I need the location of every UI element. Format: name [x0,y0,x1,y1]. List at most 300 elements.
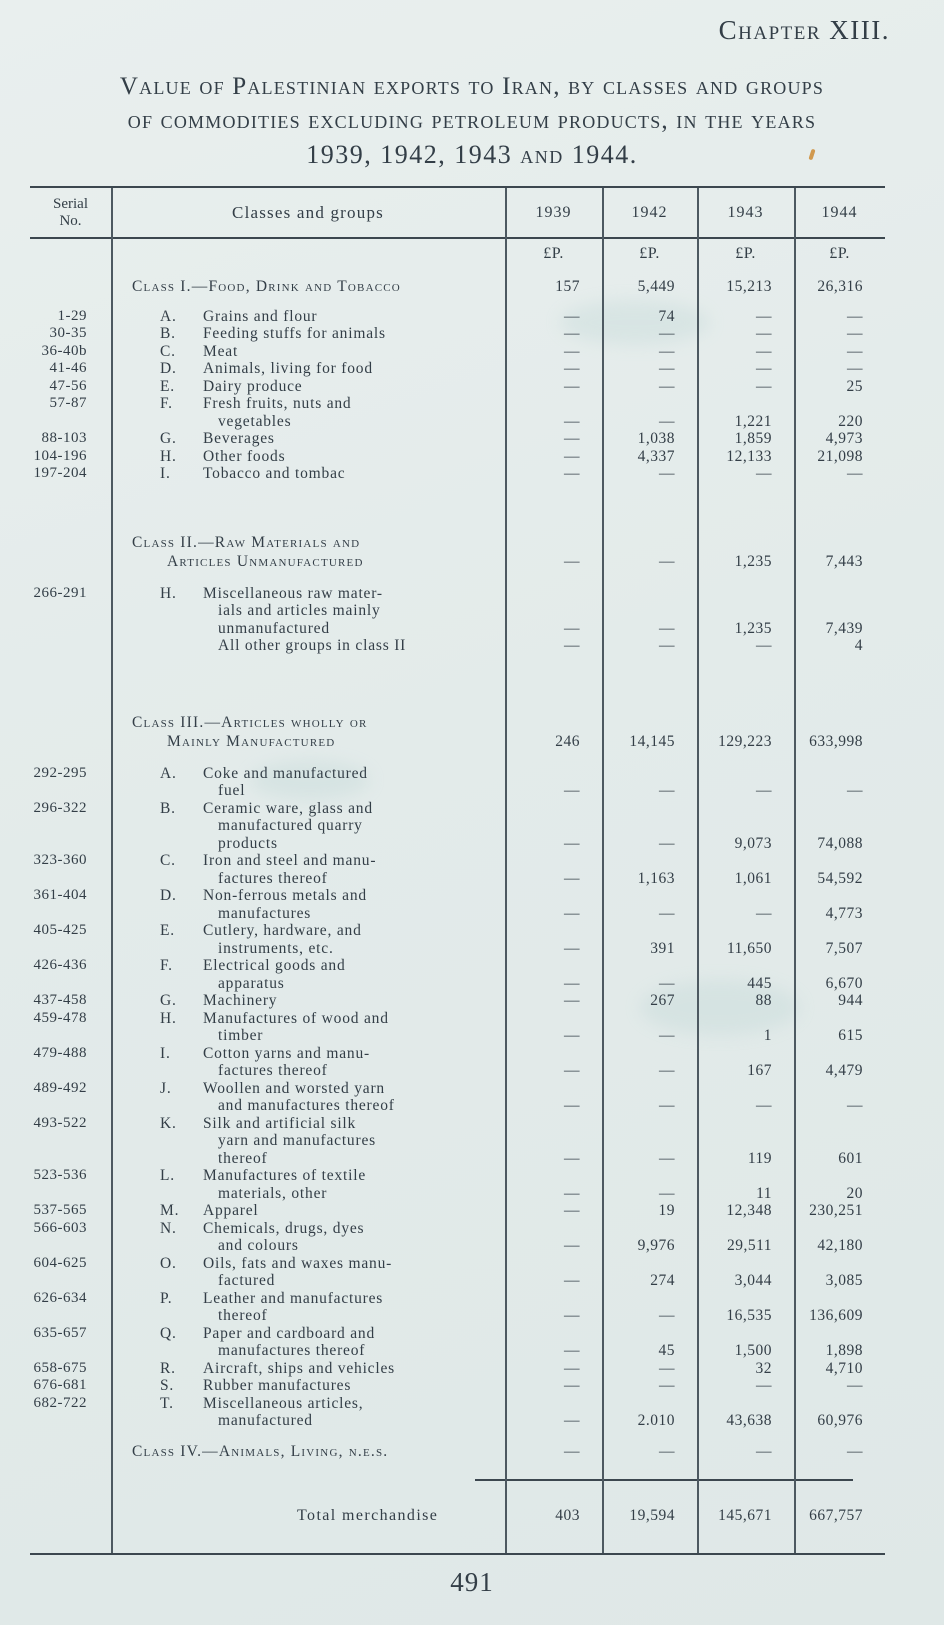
serial-cell: 266-291 [33,584,87,601]
value-cell: — [756,377,772,395]
group-name: Beverages [203,430,275,447]
value-cell: — [756,637,772,654]
class-header-row [30,277,885,296]
table-row [30,765,885,800]
value-cell: — [564,1412,580,1429]
value-cell: — [564,974,580,992]
value-cell: 1,163 [637,869,675,887]
value-cell: 220 [838,412,863,430]
group-letter: Q. [160,1324,177,1342]
label-cell [111,1290,505,1325]
value-cell: 1,898 [825,1342,863,1359]
label-line: materials, other [218,1184,328,1202]
label-cell [111,325,505,343]
label-line [111,1325,505,1343]
value-cell: — [659,974,675,992]
serial-cell: 676-681 [33,1377,87,1393]
column-divider [602,188,604,1553]
value-cell: 43,638 [726,1412,772,1429]
label-line [111,1115,505,1133]
table-row [30,1045,885,1080]
value-cell: 20 [846,1184,863,1202]
serial-cell: 493-522 [33,1114,87,1131]
value-cell: — [564,342,580,360]
label-line: Class IV.—Animals, Living, n.e.s. [132,1442,389,1460]
value-cell: — [564,377,580,395]
label-line: instruments, etc. [218,939,334,957]
value-cell: 9,976 [637,1237,675,1254]
group-letter: N. [160,1219,177,1237]
label-line [111,765,505,783]
group-letter: C. [160,852,176,869]
group-name: Paper and cardboard and [203,1324,376,1342]
label-cell [111,992,505,1010]
serial-cell: 88-103 [41,430,87,446]
label-cell [111,465,505,483]
value-cell: — [847,1097,863,1114]
label-line [111,1167,505,1185]
value-cell: — [659,325,675,342]
value-cell: — [756,1443,772,1460]
value-cell: 157 [555,278,580,295]
group-name: Ceramic ware, glass and [203,799,373,817]
currency-unit: £P. [829,245,850,262]
table-row [30,465,885,483]
value-cell: 16,535 [726,1307,772,1324]
label-line [111,395,505,413]
value-cell: — [847,1377,863,1394]
value-cell: — [756,342,772,360]
page-number: 491 [450,1566,494,1597]
label-line: Mainly Manufactured [167,732,336,750]
label-cell [111,1010,505,1045]
label-cell [111,1255,505,1290]
value-cell: — [756,325,772,342]
group-name: Manufactures of wood and [203,1009,389,1027]
value-cell: — [564,869,580,887]
currency-unit: £P. [735,245,756,262]
table-row [30,1255,885,1290]
group-name: Leather and manufactures [203,1289,384,1307]
group-name: Grains and flour [203,307,318,325]
value-cell: 74,088 [817,834,863,852]
value-cell: 391 [650,939,675,957]
group-letter: F. [160,957,173,974]
label-cell [111,922,505,957]
label-cell [111,1377,505,1395]
value-cell: 6,670 [825,974,863,992]
value-cell: 32 [755,1359,772,1377]
table-row [30,992,885,1010]
column-divider [697,188,699,1553]
group-name: Manufactures of textile [203,1167,367,1184]
title-line-3: 1939, 1942, 1943 and 1944. [306,140,638,169]
label-cell [111,1507,505,1525]
title-line-2: of commodities excluding petroleum products, in the years [127,107,817,134]
group-name: Iron and steel and manu- [203,852,377,869]
label-cell [111,395,505,430]
label-cell [111,1167,505,1202]
serial-cell: 604-625 [33,1254,87,1271]
label-cell [111,585,505,638]
value-cell: 4,710 [825,1359,863,1377]
group-name: Apparel [203,1202,259,1219]
label-line [111,1080,505,1098]
group-name: Animals, living for food [203,360,373,377]
group-name: Non-ferrous metals and [203,887,367,904]
value-cell: 7,507 [825,939,863,957]
value-cell: — [756,1377,772,1394]
group-name: Other foods [203,447,286,465]
year-column-header: 1939 [535,203,572,221]
value-cell: — [756,360,772,377]
table-row [30,1080,885,1115]
label-line [111,1360,505,1378]
value-cell: — [659,377,675,395]
group-letter: P. [160,1289,173,1307]
serial-cell: 523-536 [33,1167,87,1183]
value-cell: — [659,782,675,799]
value-cell: — [564,412,580,430]
value-cell: — [659,904,675,922]
value-cell: — [847,1443,863,1460]
group-letter: A. [160,307,177,325]
label-line: and colours [218,1237,299,1254]
label-line [111,360,505,378]
value-cell: — [564,904,580,922]
table-row [30,1202,885,1220]
value-cell: — [564,553,580,570]
value-cell: — [659,1184,675,1202]
label-cell [111,378,505,396]
value-cell: — [659,1062,675,1079]
value-cell: 4,479 [825,1062,863,1079]
value-cell: 615 [838,1027,863,1044]
value-cell: — [756,465,772,482]
label-line [111,800,505,818]
value-cell: — [659,1097,675,1114]
value-cell: 3,044 [734,1272,772,1289]
serial-column-header: Serial No. [53,195,88,229]
label-cell [111,343,505,361]
label-line: and manufactures thereof [218,1097,395,1114]
label-line [111,1395,505,1413]
value-cell: — [756,307,772,325]
label-line [111,430,505,448]
value-cell: — [564,430,580,447]
value-cell: — [659,412,675,430]
serial-cell: 405-425 [33,922,87,938]
table-row [30,637,885,655]
label-line: Class III.—Articles wholly or [132,713,368,731]
value-cell: 19 [658,1202,675,1219]
value-cell: 4,337 [637,447,675,465]
label-cell [111,1360,505,1378]
table-row [30,585,885,638]
value-cell: 7,443 [825,553,863,570]
value-cell: 633,998 [809,733,863,750]
label-line [111,585,505,603]
value-cell: — [564,992,580,1009]
class-header-row [30,533,885,571]
label-line [111,308,505,326]
group-name: Electrical goods and [203,957,346,974]
serial-cell: 489-492 [33,1079,87,1096]
group-name: Tobacco and tombac [203,465,346,482]
serial-cell: 57-87 [49,395,87,411]
group-name: Miscellaneous raw mater- [203,584,383,602]
group-letter: H. [160,1009,177,1027]
total-label: Total merchandise [297,1506,439,1524]
value-cell: — [659,342,675,360]
title-line-1: Value of Palestinian exports to Iran, by classes and groups [119,73,825,100]
value-cell: — [756,782,772,799]
table-row [30,1395,885,1430]
currency-unit: £P. [543,245,564,262]
value-cell: — [847,342,863,360]
group-letter: L. [160,1167,175,1184]
value-cell: 1,859 [734,430,772,447]
label-line: All other groups in class II [218,637,407,654]
exports-table [30,186,885,1555]
value-cell: 54,592 [817,869,863,887]
group-letter: E. [160,377,175,395]
value-cell: — [564,1062,580,1079]
label-cell [111,887,505,922]
group-letter: R. [160,1359,176,1377]
label-cell [111,1202,505,1220]
value-cell: 26,316 [817,278,863,295]
label-cell [111,637,505,655]
currency-unit-row [30,245,885,263]
label-cell [111,448,505,466]
table-row [30,395,885,430]
group-name: Machinery [203,992,278,1009]
value-cell: 944 [838,992,863,1009]
value-cell: — [564,1342,580,1359]
currency-unit: £P. [639,245,660,262]
value-cell: — [659,1307,675,1324]
value-cell: 42,180 [817,1237,863,1254]
group-name: Miscellaneous articles, [203,1394,364,1412]
serial-cell: 361-404 [33,887,87,903]
label-line: manufactures [218,904,312,922]
group-letter: B. [160,325,176,342]
value-cell: 136,609 [809,1307,863,1324]
label-cell [111,533,505,571]
group-letter: H. [160,584,177,602]
value-cell: 7,439 [825,619,863,637]
classes-column-header: Classes and groups [232,202,384,222]
label-cell [111,430,505,448]
label-line: products [218,834,278,852]
value-cell: 230,251 [809,1202,863,1219]
table-row [30,430,885,448]
value-cell: 15,213 [726,278,772,295]
value-cell: — [659,1149,675,1167]
value-cell: 5,449 [637,278,675,295]
label-line [111,1045,505,1063]
value-cell: — [564,1443,580,1460]
value-cell: — [564,939,580,957]
value-cell: — [847,782,863,799]
value-cell: 45 [658,1342,675,1359]
label-line [111,448,505,466]
serial-cell: 479-488 [33,1044,87,1061]
value-cell: 88 [755,992,772,1009]
label-cell [111,1080,505,1115]
value-cell: — [659,834,675,852]
value-cell: 1,038 [637,430,675,447]
label-line: manufactures thereof [218,1342,366,1359]
serial-cell: 626-634 [33,1289,87,1306]
label-cell [111,1395,505,1430]
value-cell: 29,511 [726,1237,772,1254]
label-line: unmanufactured [218,619,330,637]
group-letter: B. [160,799,176,817]
label-cell [111,360,505,378]
group-letter: O. [160,1254,177,1272]
value-cell: — [756,904,772,922]
value-cell: 267 [650,992,675,1009]
table-row [30,1290,885,1325]
value-cell: — [847,360,863,377]
table-body [30,245,885,1553]
serial-cell: 682-722 [33,1394,87,1411]
value-cell: 667,757 [809,1507,863,1524]
label-cell [111,1115,505,1168]
group-letter: J. [160,1079,172,1097]
group-letter: A. [160,764,177,782]
label-line [111,957,505,975]
value-cell: 11,650 [726,939,772,957]
value-cell: 19,594 [629,1507,675,1524]
label-cell [111,852,505,887]
value-cell: — [847,325,863,342]
label-line [111,1377,505,1395]
label-line [111,1220,505,1238]
serial-cell: 292-295 [33,764,87,781]
value-cell: 145,671 [718,1507,772,1524]
label-line [111,1202,505,1220]
table-row [30,360,885,378]
value-cell: 601 [838,1149,863,1167]
group-letter: G. [160,430,177,447]
table-row [30,1167,885,1202]
value-cell: 25 [846,377,863,395]
table-row [30,1220,885,1255]
label-line: manufactured quarry [218,817,363,834]
label-cell [111,1220,505,1255]
value-cell: — [564,360,580,377]
label-line: factures thereof [218,869,328,887]
label-line: factured [218,1272,276,1289]
group-letter: D. [160,360,177,377]
value-cell: — [659,1443,675,1460]
value-cell: — [564,1202,580,1219]
value-cell: — [659,553,675,570]
label-line: Articles Unmanufactured [167,552,364,570]
value-cell: 4,773 [825,904,863,922]
value-cell: — [847,465,863,482]
label-line [111,325,505,343]
serial-cell: 1-29 [57,307,87,324]
class-header-row [30,713,885,751]
serial-cell: 41-46 [49,360,87,376]
serial-cell: 566-603 [33,1219,87,1236]
value-cell: 21,098 [817,447,863,465]
table-row [30,1325,885,1360]
value-cell: — [564,307,580,325]
group-letter: C. [160,342,176,360]
value-cell: 60,976 [817,1412,863,1429]
value-cell: — [659,1377,675,1394]
serial-cell: 47-56 [49,377,87,394]
table-row [30,800,885,853]
label-line [111,922,505,940]
label-cell [111,1442,505,1461]
value-cell: 1,235 [734,553,772,570]
group-name: Silk and artificial silk [203,1114,357,1132]
label-cell [111,1325,505,1360]
value-cell: 167 [747,1062,772,1079]
value-cell: 3,085 [825,1272,863,1289]
group-name: Feeding stuffs for animals [203,325,386,342]
value-cell: — [564,1272,580,1289]
value-cell: — [564,447,580,465]
serial-cell: 296-322 [33,799,87,816]
year-column-header: 1942 [631,203,668,221]
label-cell [111,277,505,296]
label-line: thereof [218,1149,268,1167]
label-cell [111,713,505,751]
value-cell: 403 [555,1507,580,1524]
value-cell: — [564,1377,580,1394]
label-cell [111,308,505,326]
chapter-heading: Chapter XIII. [718,15,890,45]
column-divider [111,188,113,1553]
value-cell: — [564,619,580,637]
value-cell: 445 [747,974,772,992]
value-cell: — [659,465,675,482]
label-line [111,887,505,905]
value-cell: — [564,1307,580,1324]
label-line [111,1255,505,1273]
table-row [30,1360,885,1378]
label-line [111,343,505,361]
group-name: Dairy produce [203,377,303,395]
value-cell: 119 [747,1149,772,1167]
value-cell: — [564,782,580,799]
year-column-header: 1944 [821,203,858,221]
label-line: timber [218,1027,264,1044]
value-cell: 74 [658,307,675,325]
label-line [111,992,505,1010]
group-name: Oils, fats and waxes manu- [203,1254,393,1272]
value-cell: — [564,1359,580,1377]
serial-cell: 437-458 [33,992,87,1008]
page-title [0,70,944,172]
group-letter: K. [160,1114,177,1132]
label-line: fuel [218,782,246,799]
value-cell: — [564,834,580,852]
value-cell: 11 [756,1184,772,1202]
group-letter: T. [160,1394,174,1412]
group-name: Meat [203,342,239,360]
table-row [30,378,885,396]
serial-cell: 635-657 [33,1324,87,1341]
serial-cell: 658-675 [33,1359,87,1376]
